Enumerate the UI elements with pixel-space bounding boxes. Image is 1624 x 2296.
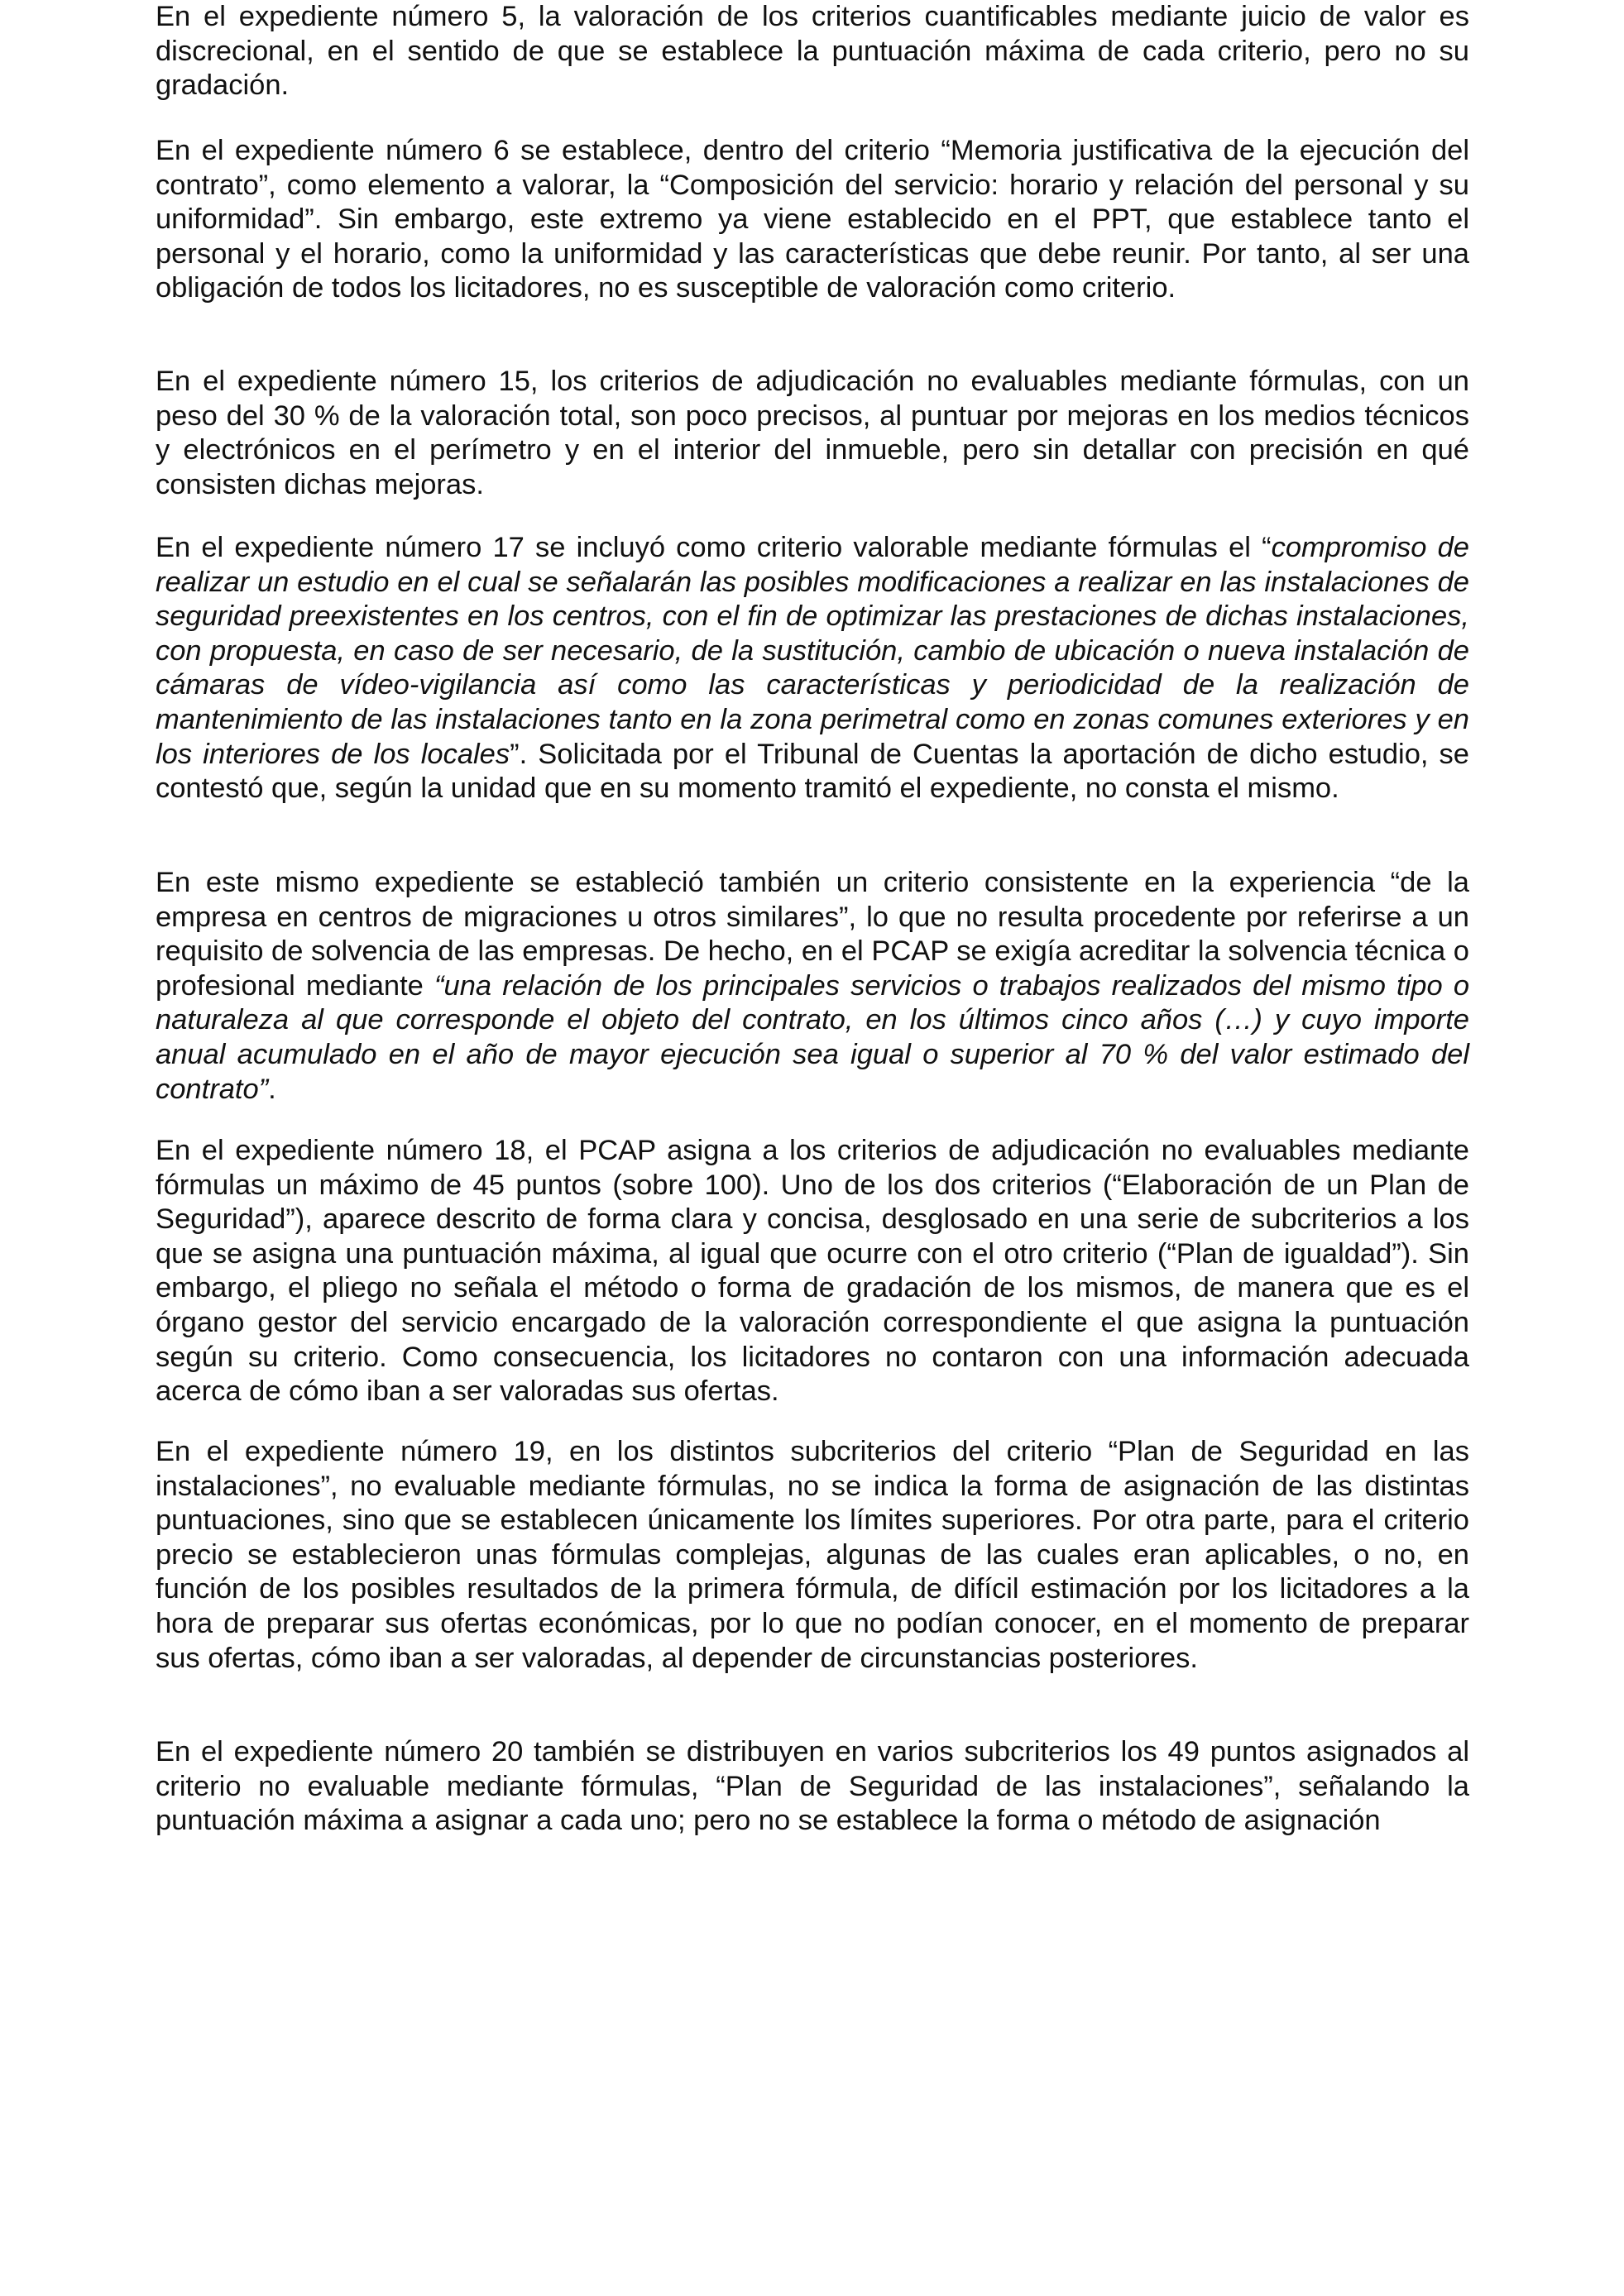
- paragraph-text: En el expediente número 19, en los distintos subcriterios del criterio “Plan de Seguridad en las instalaciones”, no evaluable mediante fórmulas, no se indica la forma de asignación de las distintas puntuaciones, sino que se establecen únicamente los límites superiores. Por otra parte, para el criterio precio se establecieron unas fórmulas complejas, algunas de las cuales eran aplicables, o no, en función de los posibles resultados de la primera fórmula, de difícil estimación por los licitadores a la hora de preparar sus ofertas económicas, por lo que no podían conocer, en el momento de preparar sus ofertas, cómo iban a ser valoradas, al depender de circunstancias posteriores.: [156, 1436, 1469, 1674]
- paragraph-text: .: [268, 1073, 276, 1105]
- paragraph-text: ”. Solicitada por el Tribunal de Cuentas la aportación de dicho estudio, se contestó que, según la unidad que en su momento tramitó el expediente, no consta el mismo.: [156, 738, 1469, 805]
- paragraph-text: En el expediente número 5, la valoración de los criterios cuantificables mediante juicio de valor es discrecional, en el sentido de que se establece la puntuación máxima de cada criterio, pero no su gradación.: [156, 1, 1469, 102]
- paragraph-experiencia-criterio: [156, 866, 1469, 1107]
- paragraph-text: En el expediente número 20 también se distribuyen en varios subcriterios los 49 puntos asignados al criterio no evaluable mediante fórmulas, “Plan de Seguridad de las instalaciones”, señalando la puntuación máxima a asignar a cada uno; pero no se establece la forma o método de asignación: [156, 1736, 1469, 1837]
- paragraph-expediente-19: [156, 1435, 1469, 1676]
- paragraph-text: En este mismo expediente se estableció también un criterio consistente en la experiencia “de la empresa en centros de migraciones u otros similares”, lo que no resulta procedente por referirse a un requisito de solvencia de las empresas. De hecho, en el PCAP se exigía acreditar la solvencia técnica o profesional mediante: [156, 867, 1469, 1002]
- paragraph-expediente-17: [156, 531, 1469, 806]
- paragraph-text: En el expediente número 17 se incluyó como criterio valorable mediante fórmulas el “: [156, 532, 1272, 563]
- paragraph-text: En el expediente número 15, los criterios de adjudicación no evaluables mediante fórmulas, con un peso del 30 % de la valoración total, son poco precisos, al puntuar por mejoras en los medios técnicos y electrónicos en el perímetro y en el interior del inmueble, pero sin detallar con precisión en qué consisten dichas mejoras.: [156, 366, 1469, 500]
- quoted-pcap-text: “una relación de los principales servicios o trabajos realizados del mismo tipo o naturaleza al que corresponde el objeto del contrato, en los últimos cinco años (…) y cuyo importe anual acumulado en el año de mayor ejecución sea igual o superior al 70 % del valor estimado del contrato”: [156, 969, 1470, 1105]
- paragraph-text: En el expediente número 6 se establece, dentro del criterio “Memoria justificativa de la ejecución del contrato”, como elemento a valorar, la “Composición del servicio: horario y relación del personal y su uniformidad”. Sin embargo, este extremo ya viene establecido en el PPT, que establece tanto el personal y el horario, como la uniformidad y las características que debe reunir. Por tanto, al ser una obligación de todos los licitadores, no es susceptible de valoración como criterio.: [156, 135, 1469, 304]
- paragraph-expediente-5: [156, 0, 1469, 103]
- quoted-criterion-text: compromiso de realizar un estudio en el cual se señalarán las posibles modificaciones a realizar en las instalaciones de seguridad preexistentes en los centros, con el fin de optimizar las prestaciones de dichas instalaciones, con propuesta, en caso de ser necesario, de la sustitución, cambio de ubicación o nueva instalación de cámaras de vídeo-vigilancia así como las características y periodicidad de la realización de mantenimiento de las instalaciones tanto en la zona perimetral como en zonas comunes exteriores y en los interiores de los locales: [156, 532, 1469, 770]
- paragraph-expediente-18: [156, 1134, 1469, 1409]
- paragraph-expediente-6: [156, 134, 1469, 306]
- paragraph-expediente-20: [156, 1735, 1469, 1839]
- paragraph-text: En el expediente número 18, el PCAP asigna a los criterios de adjudicación no evaluables mediante fórmulas un máximo de 45 puntos (sobre 100). Uno de los dos criterios (“Elaboración de un Plan de Seguridad”), aparece descrito de forma clara y concisa, desglosado en una serie de subcriterios a los que se asigna una puntuación máxima, al igual que ocurre con el otro criterio (“Plan de igualdad”). Sin embargo, el pliego no señala el método o forma de gradación de los mismos, de manera que es el órgano gestor del servicio encargado de la valoración correspondiente el que asigna la puntuación según su criterio. Como consecuencia, los licitadores no contaron con una información adecuada acerca de cómo iban a ser valoradas sus ofertas.: [156, 1135, 1469, 1408]
- paragraph-expediente-15: [156, 365, 1469, 502]
